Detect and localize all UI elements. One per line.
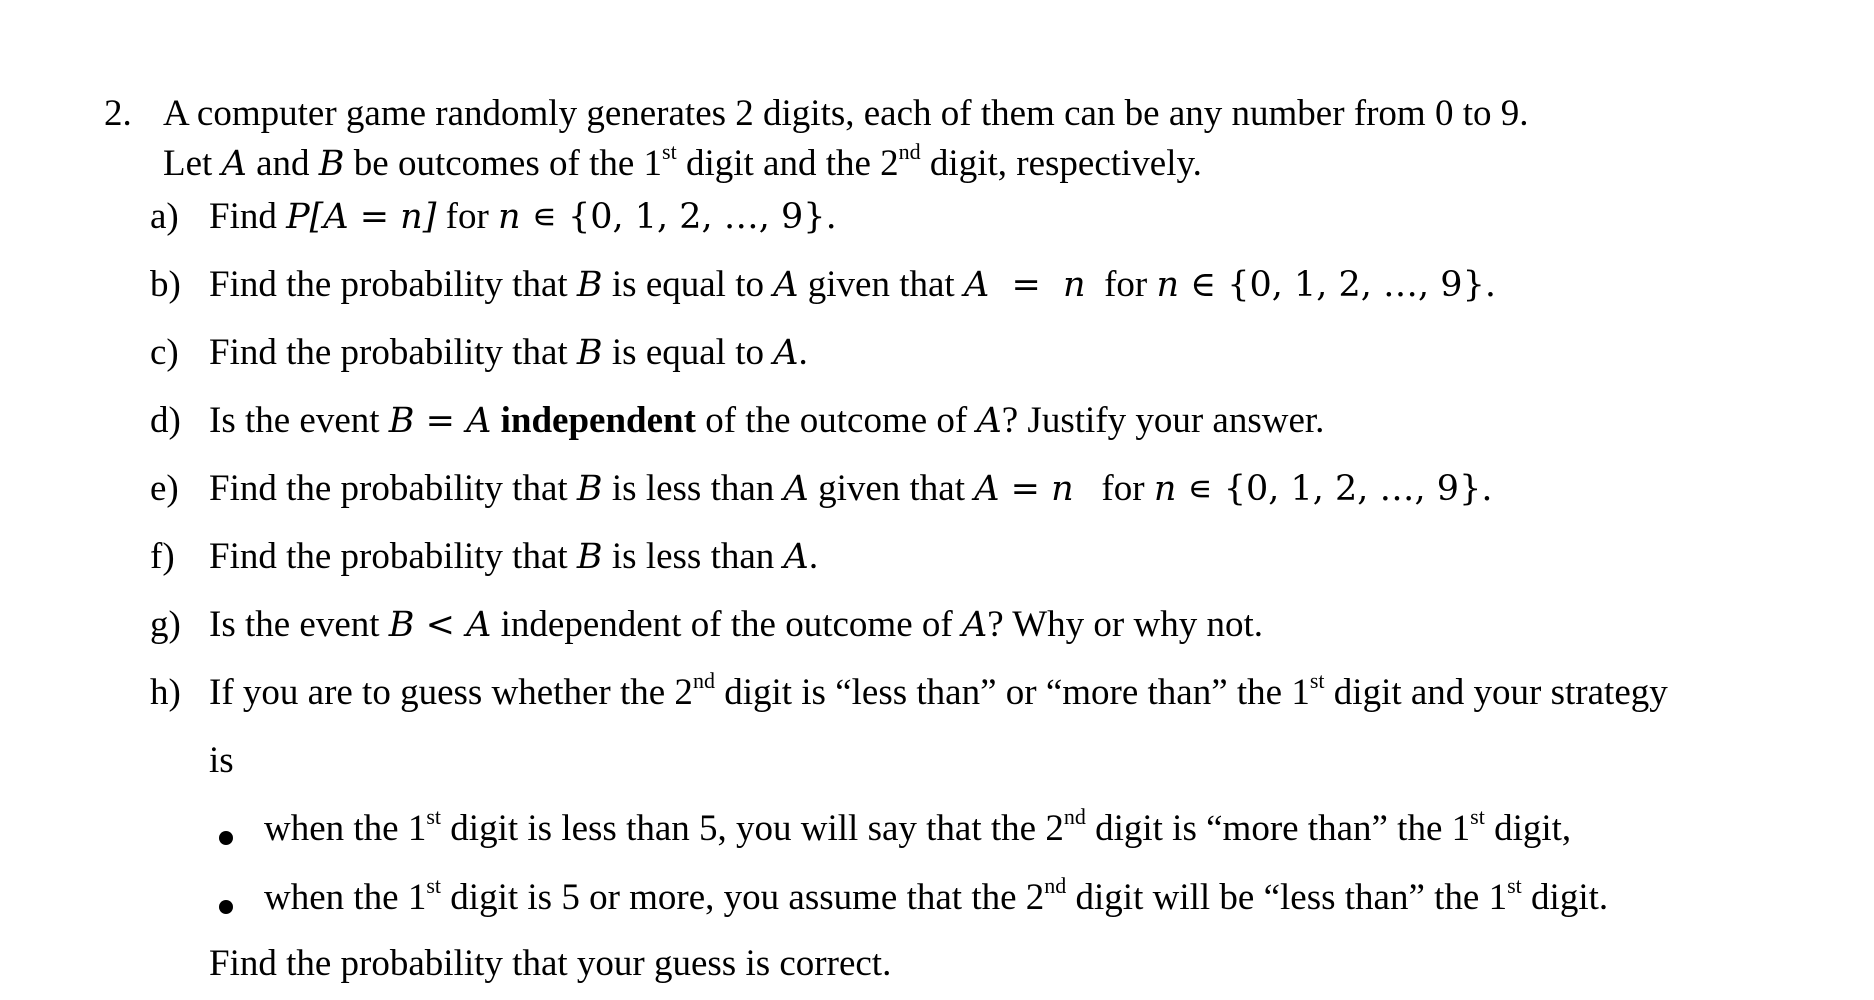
- text-run: given that: [808, 468, 975, 509]
- part-h-text-line-2: is: [209, 740, 234, 781]
- variable-b: B: [318, 144, 345, 184]
- text-run: ? Justify your answer.: [1001, 400, 1325, 441]
- intro-text: Let: [163, 143, 222, 184]
- intro-text: and: [246, 143, 319, 184]
- part-g-text: [209, 603, 1263, 647]
- math-expression: A = n: [974, 469, 1074, 509]
- math-expression: B = A: [388, 401, 492, 441]
- math-variable: B: [576, 333, 603, 373]
- intro-text: digit, respectively.: [920, 143, 1202, 184]
- text-run: Find the probability that: [209, 264, 577, 305]
- math-expression: P[A = n]: [286, 197, 437, 237]
- part-a-label: a): [150, 196, 179, 237]
- math-variable: A: [783, 537, 809, 577]
- text-run: is less than: [602, 468, 784, 509]
- text-run: given that: [798, 264, 964, 305]
- superscript: nd: [1063, 804, 1086, 829]
- math-expression: B < A: [388, 605, 492, 645]
- math-set: ∈ {0, 1, 2, …, 9}.: [1179, 265, 1496, 305]
- text-run: digit is “less than” or “more than” the 1: [714, 672, 1310, 713]
- math-variable: B: [576, 537, 603, 577]
- superscript: st: [1507, 873, 1522, 898]
- math-set: ∊ {0, 1, 2, …, 9}.: [520, 197, 837, 237]
- superscript: st: [426, 804, 442, 829]
- superscript: st: [426, 873, 442, 898]
- math-variable: B: [576, 469, 603, 509]
- text-run: digit and your strategy: [1324, 672, 1668, 713]
- text-run: is equal to: [602, 264, 774, 305]
- part-e-label: e): [150, 468, 179, 509]
- text-run: digit is less than 5, you will say that the 2: [441, 808, 1064, 849]
- superscript: nd: [898, 139, 921, 164]
- part-f-text: [209, 535, 818, 579]
- bold-term: independent: [491, 400, 696, 441]
- superscript: st: [1470, 804, 1485, 829]
- problem-intro-line-2: [163, 139, 1202, 186]
- text-run: for: [1085, 264, 1157, 305]
- math-variable: A: [783, 469, 809, 509]
- text-run: of the outcome of: [695, 400, 977, 441]
- text-run: ? Why or why not.: [987, 604, 1263, 645]
- text-run: If you are to guess whether the 2: [209, 672, 693, 713]
- math-variable: B: [576, 265, 603, 305]
- superscript: nd: [692, 668, 715, 693]
- superscript: nd: [1044, 873, 1067, 898]
- problem-intro-line-1: A computer game randomly generates 2 digits, each of them can be any number from 0 to 9.: [163, 93, 1529, 134]
- part-f-label: f): [150, 536, 175, 577]
- bullet-item-2: [264, 873, 1609, 920]
- math-variable: A: [976, 401, 1002, 441]
- superscript: st: [662, 139, 677, 164]
- part-d-text: [209, 399, 1324, 443]
- part-b-text: [209, 263, 1496, 307]
- bullet-icon: [219, 900, 233, 914]
- text-run: digit,: [1484, 808, 1572, 849]
- bullet-icon: [219, 831, 233, 845]
- part-d-label: d): [150, 400, 181, 441]
- text-run: is equal to: [602, 332, 774, 373]
- text-run: independent of the outcome of: [491, 604, 962, 645]
- part-b-label: b): [150, 264, 181, 305]
- intro-text: digit and the 2: [676, 143, 899, 184]
- part-a-text: [209, 195, 837, 239]
- math-variable: A: [773, 333, 799, 373]
- text-run: for: [436, 196, 499, 237]
- text-run: .: [808, 536, 819, 577]
- text-run: digit is 5 or more, you assume that the 2: [441, 877, 1045, 918]
- bullet-item-1: [264, 804, 1572, 851]
- text-run: digit will be “less than” the 1: [1066, 877, 1508, 918]
- problem-number: 2.: [104, 93, 132, 134]
- math-variable: n: [1156, 265, 1180, 305]
- math-set: ∊ {0, 1, 2, …, 9}.: [1176, 469, 1493, 509]
- text-run: when the 1: [264, 877, 427, 918]
- text-run: for: [1073, 468, 1154, 509]
- part-e-text: [209, 467, 1492, 511]
- math-variable: A: [961, 605, 988, 645]
- text-run: when the 1: [264, 808, 427, 849]
- text-run: .: [798, 332, 808, 373]
- part-g-label: g): [150, 604, 181, 645]
- text-run: Find the probability that: [209, 536, 577, 577]
- math-variable: n: [1153, 469, 1177, 509]
- part-c-text: [209, 331, 808, 375]
- text-run: Find the probability that: [209, 332, 577, 373]
- part-h-text-line-1: [209, 668, 1668, 715]
- text-run: is less than: [602, 536, 784, 577]
- math-expression: A = n: [963, 265, 1086, 305]
- part-h-closing: Find the probability that your guess is correct.: [209, 943, 892, 984]
- math-variable: n: [498, 197, 521, 237]
- text-run: Find: [209, 196, 287, 237]
- superscript: st: [1309, 668, 1325, 693]
- text-run: digit.: [1521, 877, 1609, 918]
- text-run: Is the event: [209, 400, 389, 441]
- text-run: Is the event: [209, 604, 389, 645]
- part-h-label: h): [150, 672, 181, 713]
- intro-text: be outcomes of the 1: [344, 143, 663, 184]
- variable-a: A: [221, 144, 247, 184]
- text-run: Find the probability that: [209, 468, 577, 509]
- math-variable: A: [773, 265, 799, 305]
- part-c-label: c): [150, 332, 179, 373]
- text-run: digit is “more than” the 1: [1085, 808, 1471, 849]
